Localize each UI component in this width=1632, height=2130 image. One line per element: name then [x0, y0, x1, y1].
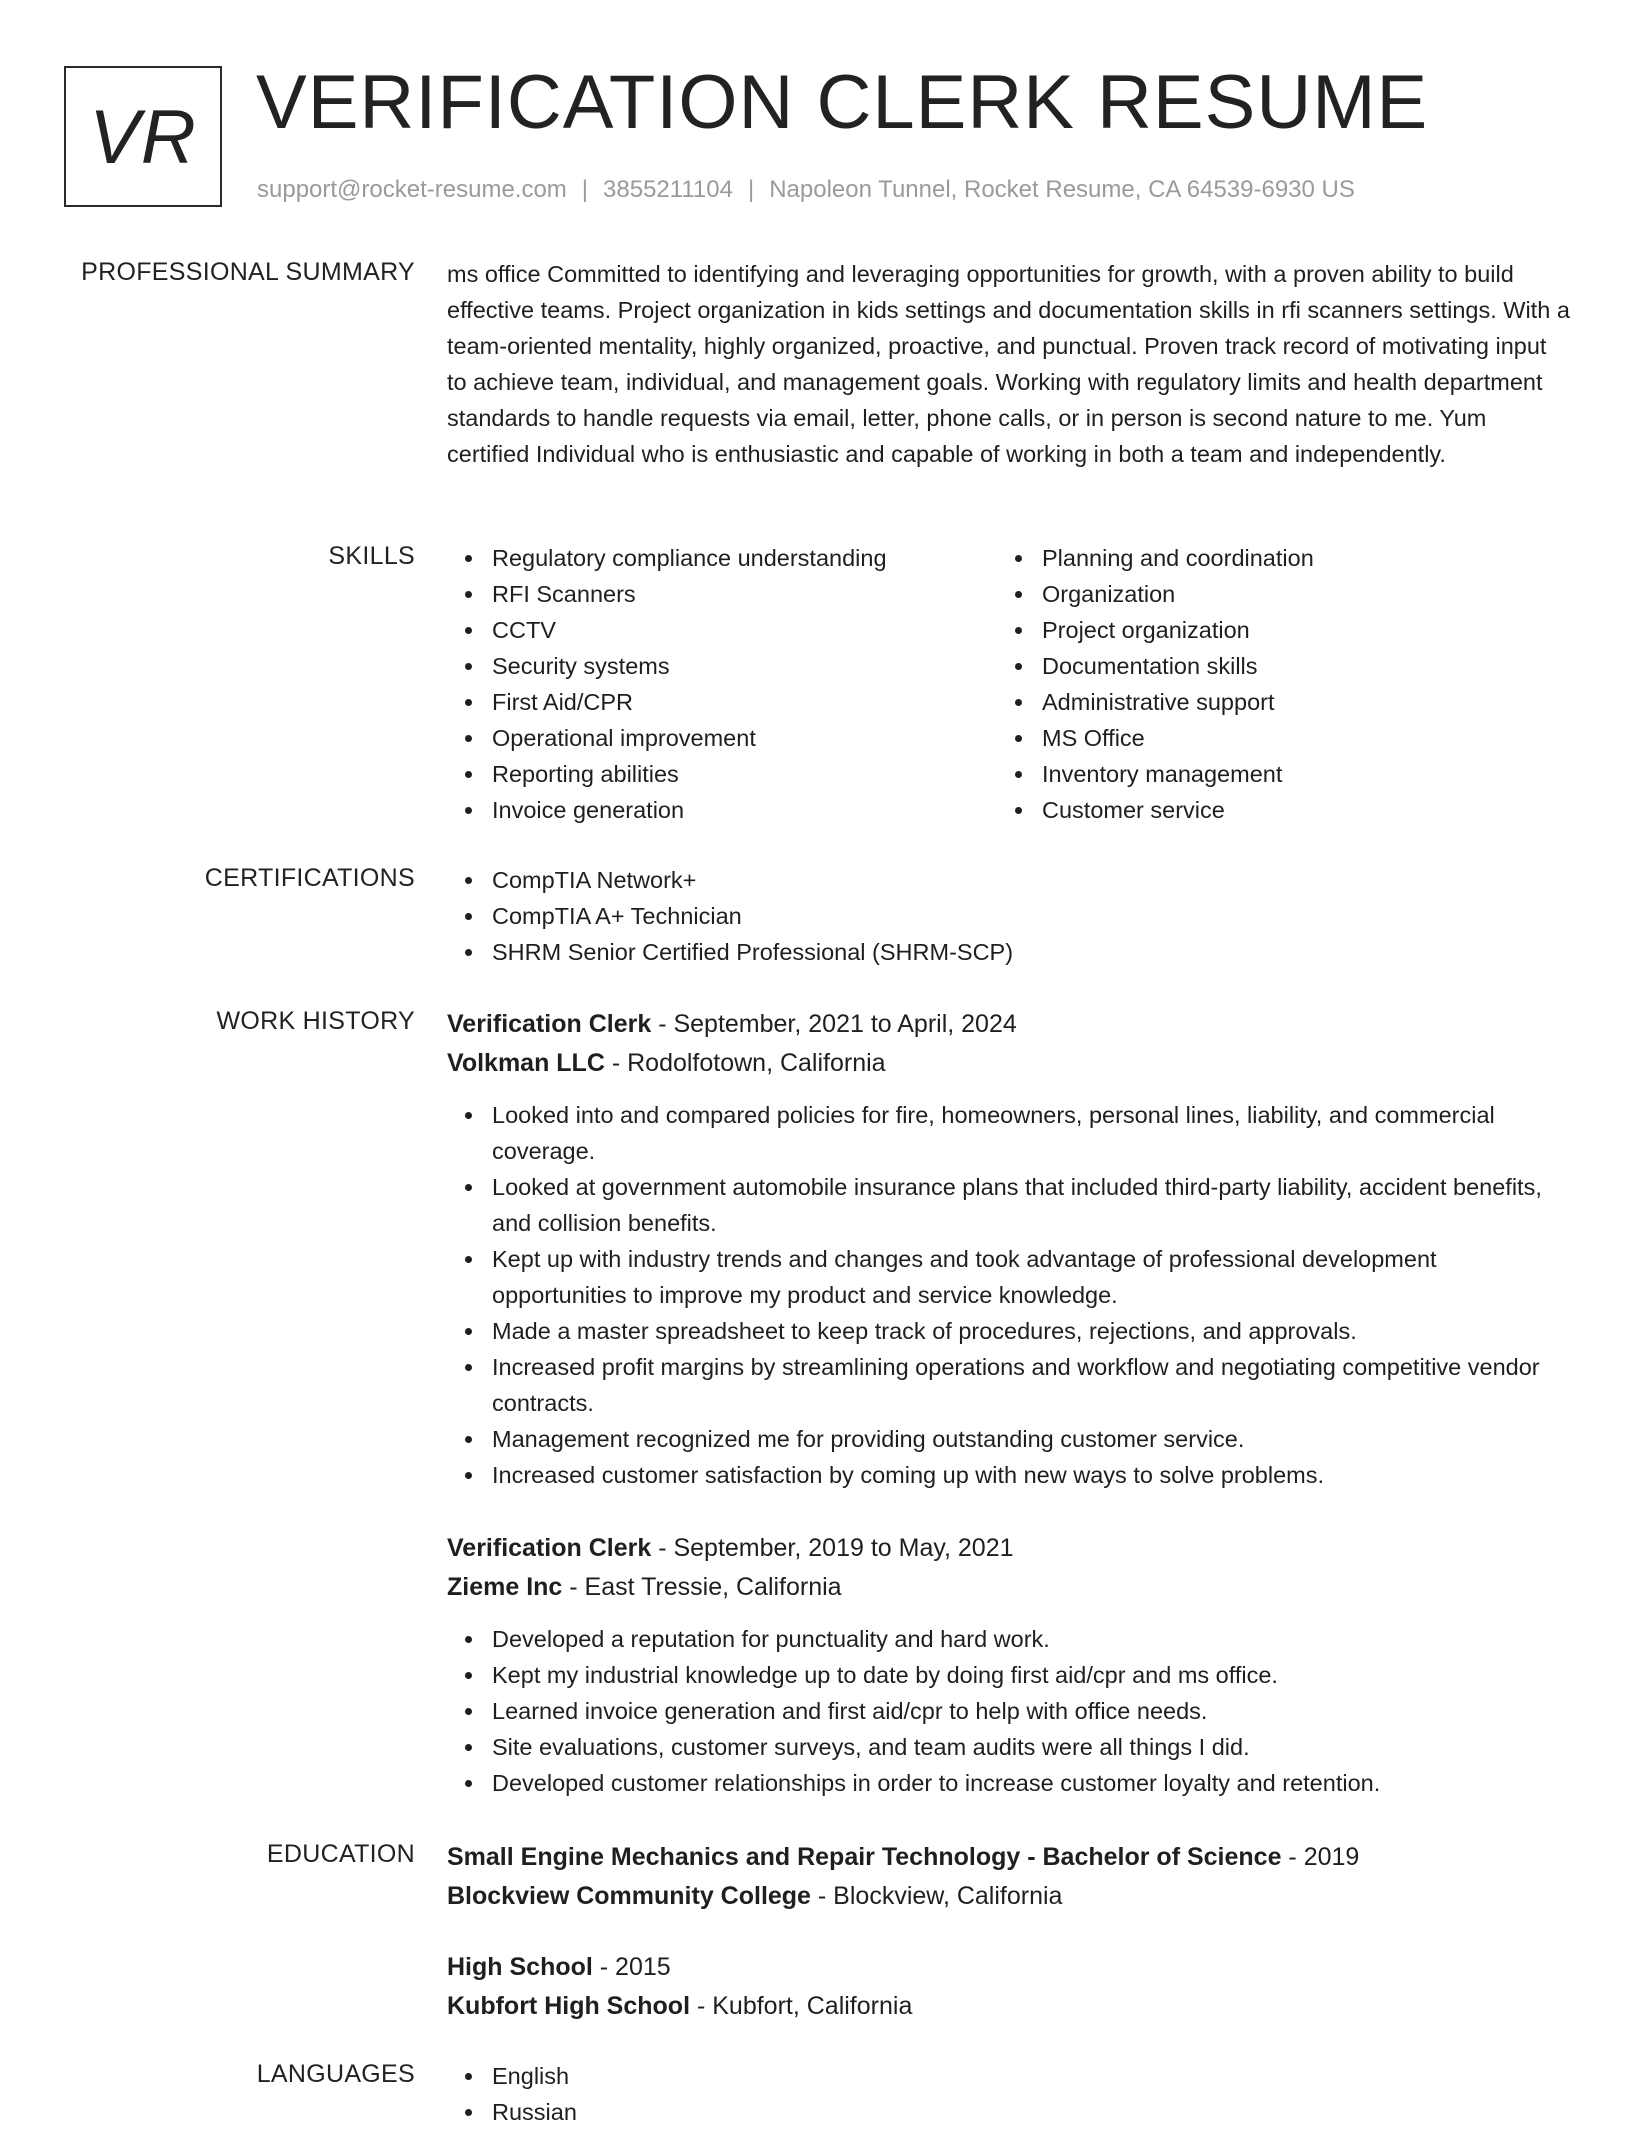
skill-item: Inventory management — [997, 756, 1547, 792]
job-bullets — [447, 1097, 1572, 1493]
job-title-line — [447, 1005, 1572, 1044]
job-bullet: Management recognized me for providing outstanding customer service. — [447, 1421, 1572, 1457]
monogram-initials: VR — [89, 95, 197, 180]
education-location: - Kubfort, California — [690, 1992, 913, 2020]
education-school: Blockview Community College — [447, 1882, 811, 1910]
skills-list-right — [997, 540, 1547, 828]
job-bullet: Learned invoice generation and first aid/cpr to help with office needs. — [447, 1693, 1572, 1729]
languages-list — [447, 2058, 1572, 2130]
language-item: Russian — [447, 2094, 1572, 2130]
certifications-heading: CERTIFICATIONS — [204, 864, 415, 892]
education-heading: EDUCATION — [266, 1840, 415, 1868]
skill-item: Invoice generation — [447, 792, 997, 828]
skill-item: Planning and coordination — [997, 540, 1547, 576]
job-title: Verification Clerk — [447, 1010, 652, 1038]
job-company: Zieme Inc — [447, 1573, 563, 1601]
certification-item: SHRM Senior Certified Professional (SHRM-SCP) — [447, 934, 1572, 970]
job-location: - East Tressie, California — [562, 1573, 842, 1601]
skill-item: Regulatory compliance understanding — [447, 540, 997, 576]
job-bullet: Site evaluations, customer surveys, and team audits were all things I did. — [447, 1729, 1572, 1765]
job-dates: - September, 2019 to May, 2021 — [651, 1534, 1014, 1562]
monogram-badge — [64, 66, 222, 207]
work-history-heading: WORK HISTORY — [216, 1007, 415, 1035]
job-bullet: Developed a reputation for punctuality and hard work. — [447, 1621, 1572, 1657]
job-company-line — [447, 1044, 1572, 1083]
job-bullet: Kept up with industry trends and changes and took advantage of professional development opportunities to improve my product and service knowledge. — [447, 1241, 1572, 1313]
skill-item: Customer service — [997, 792, 1547, 828]
job-bullet: Looked into and compared policies for fire, homeowners, personal lines, liability, and commercial coverage. — [447, 1097, 1572, 1169]
education-degree-line — [447, 1838, 1572, 1877]
certification-item: CompTIA Network+ — [447, 862, 1572, 898]
job-bullets — [447, 1621, 1572, 1801]
certification-item: CompTIA A+ Technician — [447, 898, 1572, 934]
skill-item: First Aid/CPR — [447, 684, 997, 720]
contact-separator: | — [747, 176, 755, 203]
contact-separator: | — [581, 176, 589, 203]
job-location: - Rodolfotown, California — [604, 1049, 886, 1077]
education-school-line — [447, 1987, 1572, 2026]
skill-item: Project organization — [997, 612, 1547, 648]
contact-line — [257, 174, 1355, 206]
job-bullet: Increased profit margins by streamlining operations and workflow and negotiating competitive vendor contracts. — [447, 1349, 1572, 1421]
education-school-line — [447, 1877, 1572, 1916]
skill-item: MS Office — [997, 720, 1547, 756]
contact-email: support@rocket-resume.com — [257, 176, 567, 203]
education-degree-line — [447, 1948, 1572, 1987]
summary-heading: PROFESSIONAL SUMMARY — [81, 258, 415, 286]
education-school: Kubfort High School — [447, 1992, 691, 2020]
contact-phone: 3855211104 — [603, 176, 733, 203]
skill-item: Reporting abilities — [447, 756, 997, 792]
skill-item: RFI Scanners — [447, 576, 997, 612]
job-bullet: Developed customer relationships in order to increase customer loyalty and retention. — [447, 1765, 1572, 1801]
skill-item: Documentation skills — [997, 648, 1547, 684]
education-entry — [447, 1948, 1572, 2026]
job-bullet: Made a master spreadsheet to keep track of procedures, rejections, and approvals. — [447, 1313, 1572, 1349]
resume-title: VERIFICATION CLERK RESUME — [256, 60, 1429, 145]
job-title-line — [447, 1529, 1572, 1568]
job-company-line — [447, 1568, 1572, 1607]
certifications-list — [447, 862, 1572, 970]
education-year: - 2015 — [592, 1953, 671, 1981]
job-entry — [447, 1005, 1572, 1493]
education-entry — [447, 1838, 1572, 1916]
skill-item: Security systems — [447, 648, 997, 684]
job-bullet: Increased customer satisfaction by coming up with new ways to solve problems. — [447, 1457, 1572, 1493]
skill-item: Organization — [997, 576, 1547, 612]
job-bullet: Looked at government automobile insurance plans that included third-party liability, accident benefits, and collision benefits. — [447, 1169, 1572, 1241]
skill-item: Administrative support — [997, 684, 1547, 720]
education-degree: Small Engine Mechanics and Repair Technology - Bachelor of Science — [447, 1843, 1282, 1871]
summary-text: ms office Committed to identifying and leveraging opportunities for growth, with a proven ability to build effective teams. Project organization in kids settings and documentation skills in rfi scanners settings. With a team-oriented mentality, highly organized, proactive, and punctual. Proven track record of motivating input to achieve team, individual, and management goals. Working with regulatory limits and health department standards to handle requests via email, letter, phone calls, or in person is second nature to me. Yum certified Individual who is enthusiastic and capable of working in both a team and independently. — [447, 261, 1570, 467]
languages-heading: LANGUAGES — [256, 2060, 415, 2088]
job-bullet: Kept my industrial knowledge up to date by doing first aid/cpr and ms office. — [447, 1657, 1572, 1693]
education-degree: High School — [447, 1953, 593, 1981]
education-location: - Blockview, California — [810, 1882, 1063, 1910]
education-year: - 2019 — [1281, 1843, 1360, 1871]
skills-heading: SKILLS — [328, 542, 415, 570]
job-company: Volkman LLC — [447, 1049, 605, 1077]
contact-address: Napoleon Tunnel, Rocket Resume, CA 64539-6930 US — [769, 176, 1355, 203]
job-dates: - September, 2021 to April, 2024 — [651, 1010, 1017, 1038]
language-item: English — [447, 2058, 1572, 2094]
skill-item: CCTV — [447, 612, 997, 648]
job-title: Verification Clerk — [447, 1534, 652, 1562]
skill-item: Operational improvement — [447, 720, 997, 756]
job-entry — [447, 1529, 1572, 1801]
skills-list-left — [447, 540, 997, 828]
